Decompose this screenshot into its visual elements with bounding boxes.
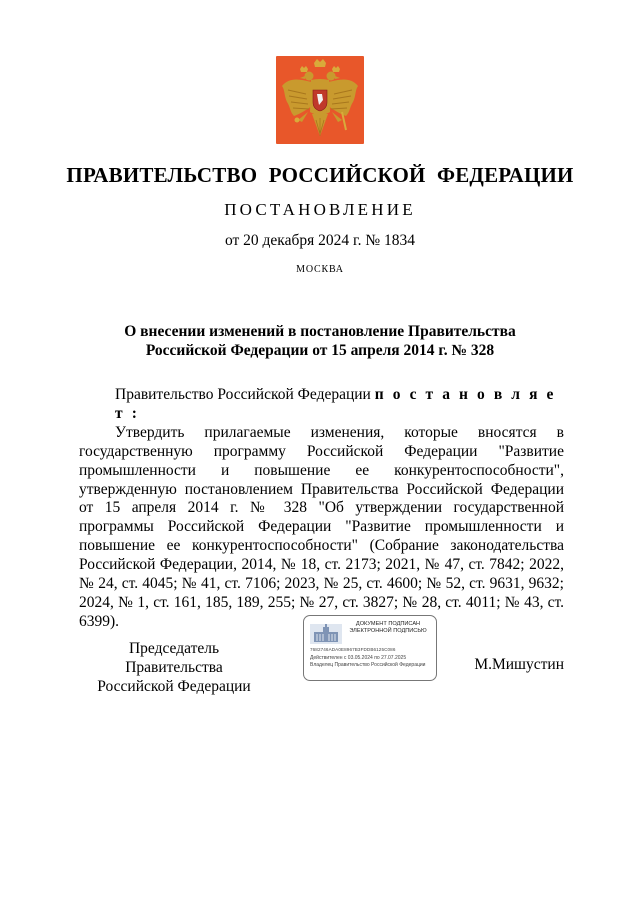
stamp-certificate-number: 7682746ADA0E8967B3FDDB6125C086 (310, 647, 396, 652)
coat-of-arms-emblem (276, 56, 364, 144)
stamp-title-line-1: ДОКУМЕНТ ПОДПИСАН (355, 621, 421, 627)
main-paragraph: Утвердить прилагаемые изменения, которые вносятся в государственную программу Российской Федерации "Развитие промышленности и повышение ее конкурентоспособности", утвержденную постановлением Правительства Российской Федерации от 15 апреля 2014 г. № 328 "Об утверждении государственной программы Российской Федерации "Развитие промышленности и повышение ее конкурентоспособности" (Собрание законодательства Российской Федерации, 2014, № 18, ст. 2173; 2021, № 47, ст. 7842; 2022, № 24, ст. 4045; № 41, ст. 7106; 2023, № 25, ст. 4600; № 52, ст. 9631, 9632; 2024, № 1, ст. 161, 185, 189, 255; № 27, ст. 3827; № 28, ст. 4011; № 43, ст. 6399). (79, 423, 564, 630)
decree-intro: Правительство Российской Федерации (115, 386, 375, 403)
electronic-signature-stamp (303, 615, 437, 681)
stamp-validity: Действителен с 03.05.2024 по 27.07.2025 (310, 655, 407, 661)
signatory-position (79, 639, 269, 696)
government-title: ПРАВИТЕЛЬСТВО РОССИЙСКОЙ ФЕДЕРАЦИИ (66, 163, 574, 187)
document-body (79, 386, 564, 632)
stamp-title-line-2: ЭЛЕКТРОННОЙ ПОДПИСЬЮ (349, 628, 427, 635)
signatory-position-line-2: Российской Федерации (97, 678, 251, 695)
date-and-number: от 20 декабря 2024 г. № 1834 (224, 232, 416, 249)
stamp-title (342, 621, 434, 636)
stamp-owner: Владелец Правительство Российской Федерации (310, 662, 426, 668)
signatory-name: М.Мишустин (474, 656, 564, 673)
city: МОСКВА (296, 264, 344, 275)
decree-intro-line (79, 386, 564, 424)
document-type: ПОСТАНОВЛЕНИЕ (224, 200, 416, 219)
government-building-icon (310, 624, 342, 644)
decree-word: п о с т а н о в л я е т : (115, 386, 557, 422)
signatory-position-line-1: Председатель Правительства (125, 640, 223, 676)
document-subject (0, 322, 640, 360)
subject-line-1: О внесении изменений в постановление Правительства (124, 323, 516, 340)
subject-line-2: Российской Федерации от 15 апреля 2014 г. № 328 (145, 342, 495, 359)
